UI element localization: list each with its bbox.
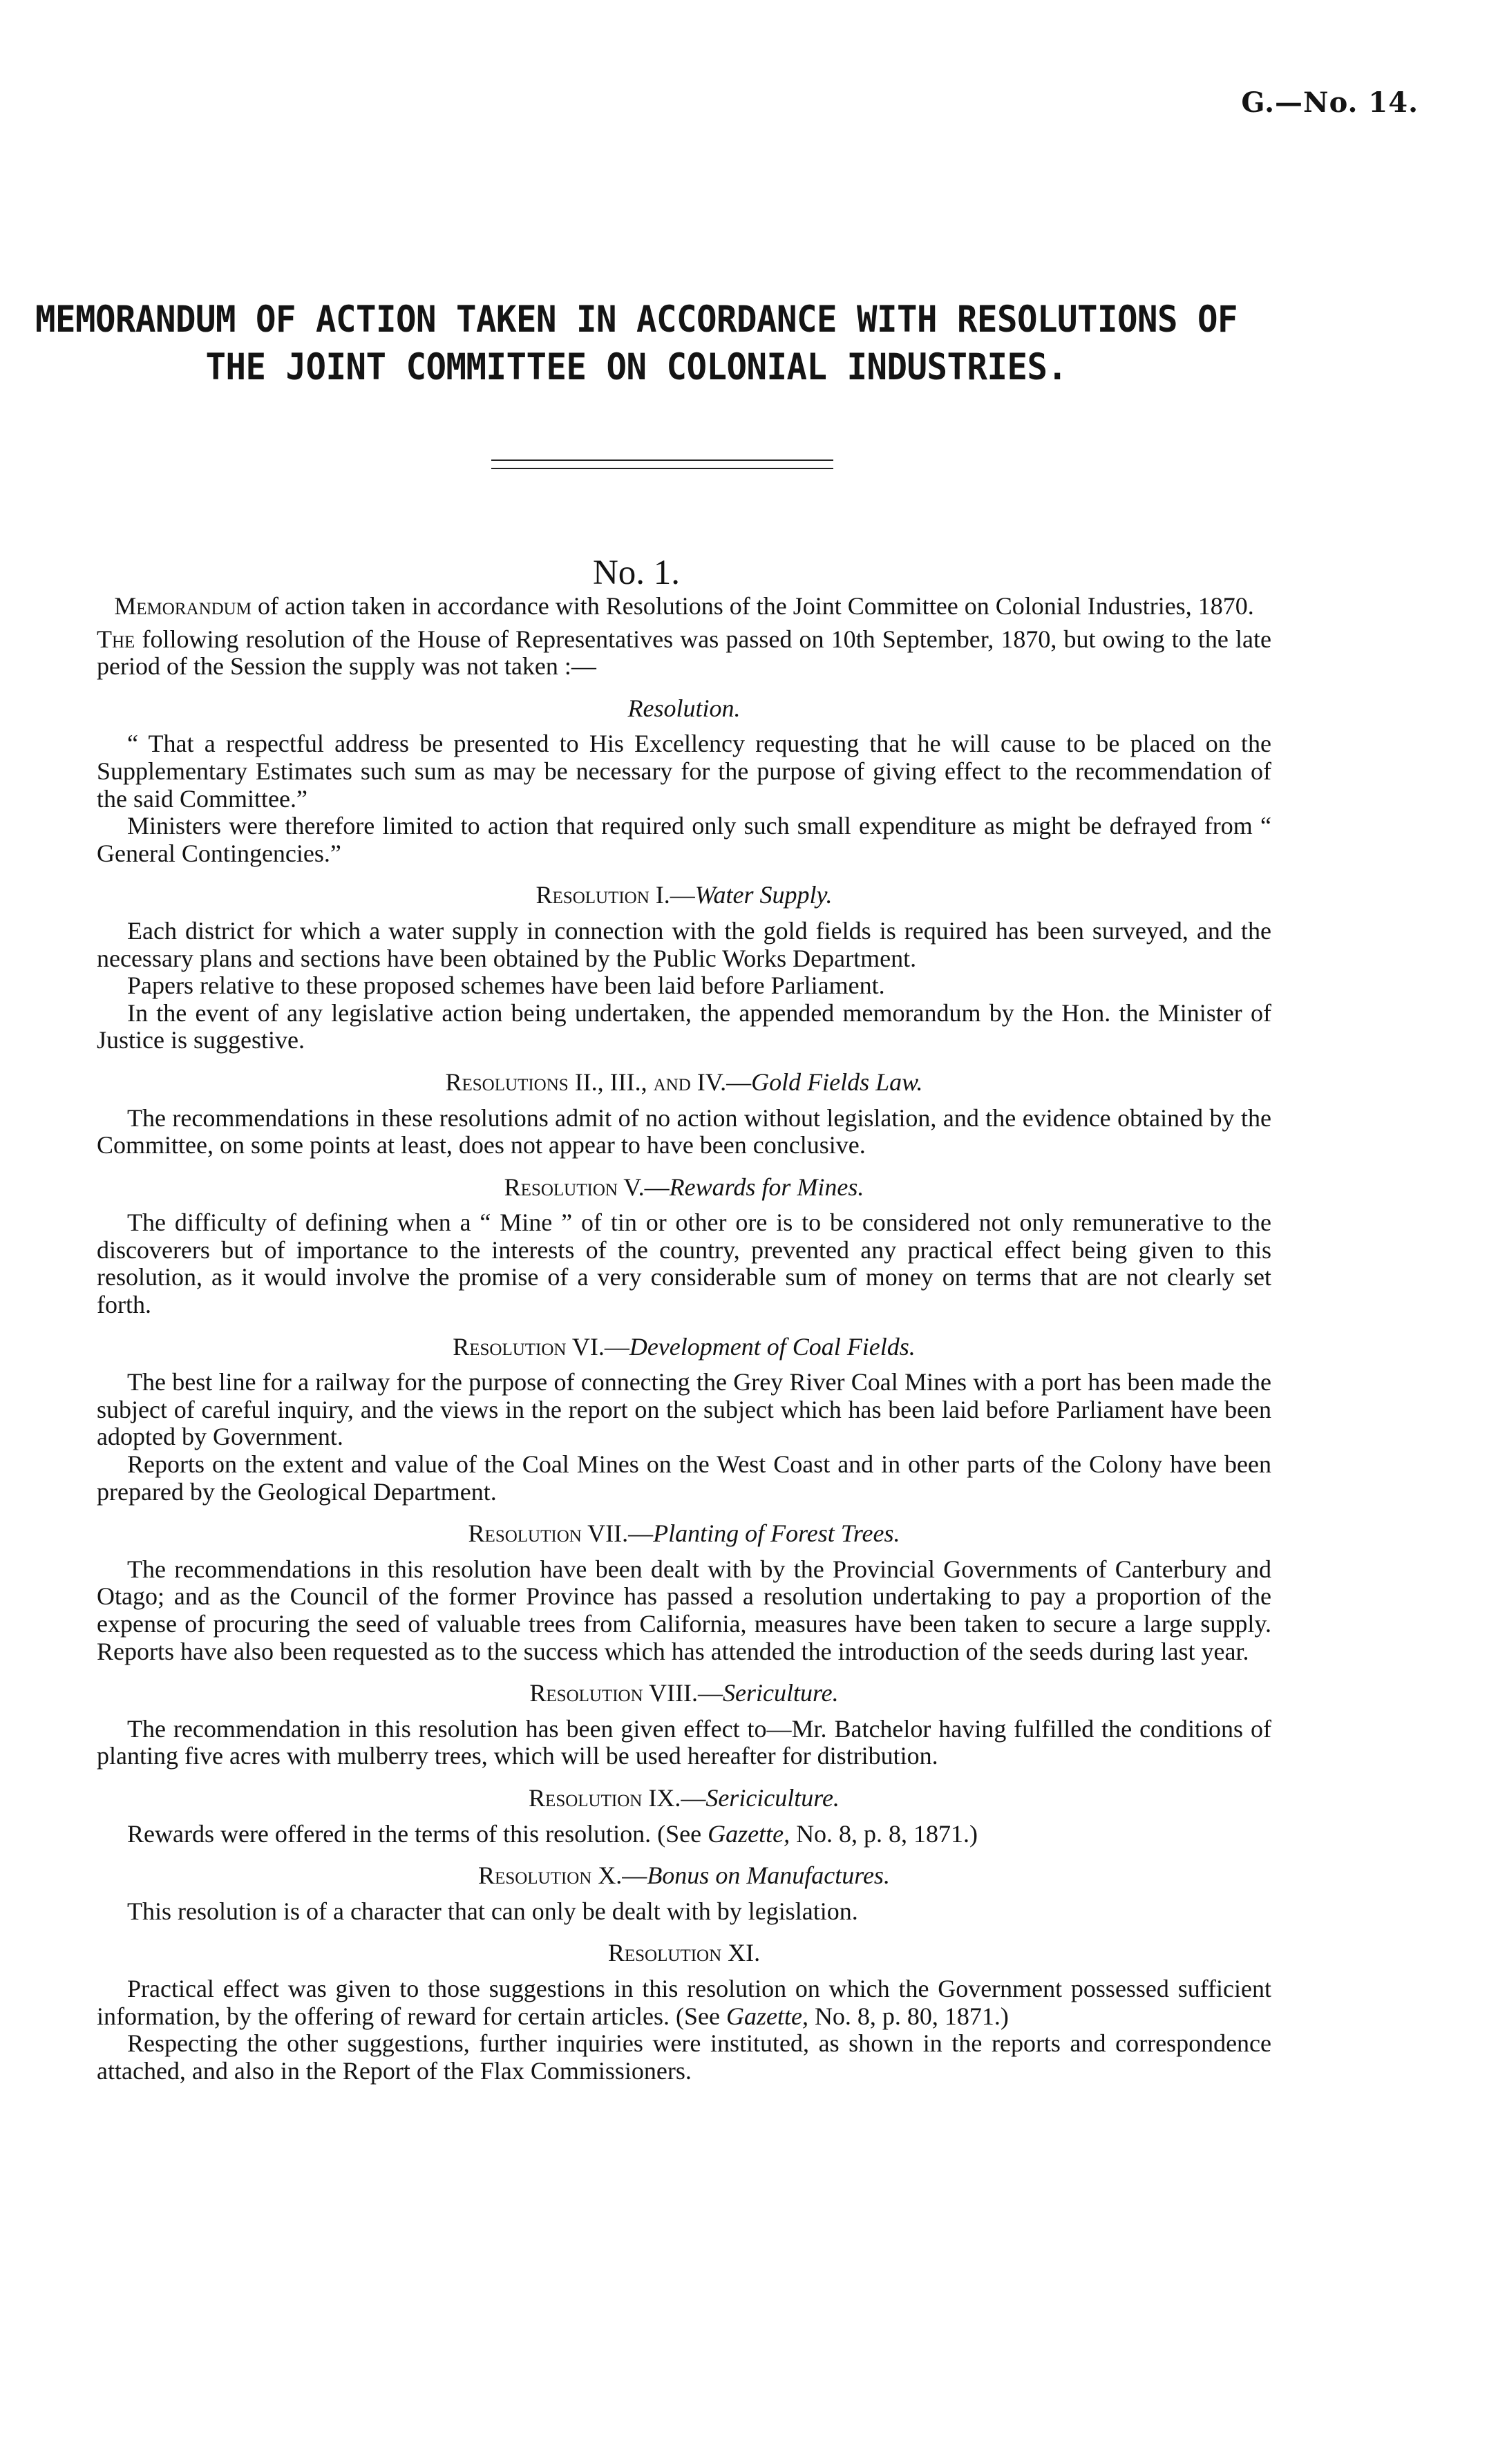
section-paragraph-res9	[97, 1821, 1271, 1848]
section-paragraph: The recommendations in this resolution have been dealt with by the Provincial Governments of Canterbury and Otago; and as the Council of the former Province has passed a resolution undertaking to pay a proportion of the expense of procuring the seed of valuable trees from California, measures have been taken to secure a large supply. Reports have also been requested as to the success which has attended the introduction of the seeds during last year.	[97, 1555, 1271, 1665]
document-body	[97, 593, 1271, 2085]
ministers-note: Ministers were therefore limited to action that required only such small expenditure as might be defrayed from “ General Contingencies.”	[97, 812, 1271, 867]
section-numeral: V.—	[617, 1173, 670, 1201]
section-paragraph: The best line for a railway for the purpose of connecting the Grey River Coal Mines with a port has been made the subject of careful inquiry, and the views in the report on the subject which has been laid before Parliament have been adopted by Government.	[97, 1368, 1271, 1451]
intro-paragraph	[97, 626, 1271, 681]
section-paragraph: This resolution is of a character that can only be dealt with by legislation.	[127, 1897, 858, 1925]
document-number: No. 1.	[592, 553, 681, 592]
intro-text: following resolution of the House of Representatives was passed on 10th September, 1870, but owing to the late period of the Session the supply was not taken :—	[97, 625, 1271, 681]
section-topic: Development of Coal Fields.	[629, 1332, 916, 1361]
page-title	[0, 296, 1273, 391]
section-topic: Bonus on Manufactures.	[647, 1861, 890, 1890]
res9-gazette: Gazette,	[708, 1819, 790, 1848]
res9-text-part2: No. 8, p. 8, 1871.)	[790, 1819, 978, 1848]
section-topic: Planting of Forest Trees.	[653, 1519, 900, 1548]
section-paragraph: The recommendation in this resolution has been given effect to—Mr. Batchelor having fulfilled the conditions of planting five acres with mulberry trees, which will be used hereafter for distribution.	[97, 1714, 1271, 1770]
section-paragraph: Respecting the other suggestions, further inquiries were instituted, as shown in the reports and correspondence attached, and also in the Report of the Flax Commissioners.	[97, 2029, 1271, 2085]
title-line-2: THE JOINT COMMITTEE ON COLONIAL INDUSTRIES.	[205, 345, 1068, 388]
section-label: Resolution	[453, 1332, 567, 1361]
section-numeral: IX.—	[642, 1783, 706, 1812]
section-topic: Sericulture.	[722, 1679, 839, 1707]
section-heading-resolution-8	[97, 1680, 1271, 1707]
section-heading-resolution-5	[97, 1174, 1271, 1202]
section-label: Resolution	[529, 1679, 643, 1707]
section-heading-resolution-7	[97, 1520, 1271, 1548]
section-label: Resolution	[607, 1939, 722, 1967]
section-heading-resolutions-2-4	[97, 1069, 1271, 1097]
document-reference: G.—No. 14.	[1241, 86, 1419, 119]
section-numeral: I.—	[649, 881, 695, 909]
section-topic: Water Supply.	[694, 881, 833, 909]
memorandum-lead-word: Memorandum	[114, 592, 252, 620]
section-paragraph-res11	[97, 1975, 1271, 2030]
section-numeral: VIII.—	[643, 1679, 723, 1707]
title-line-1: MEMORANDUM OF ACTION TAKEN IN ACCORDANCE WITH RESOLUTIONS OF	[35, 298, 1238, 341]
section-heading-resolution-9	[97, 1785, 1271, 1812]
section-topic: Rewards for Mines.	[669, 1173, 864, 1201]
section-paragraph: Each district for which a water supply in connection with the gold fields is required has been surveyed, and the necessary plans and sections have been obtained by the Public Works Department.	[97, 916, 1271, 972]
memorandum-heading	[97, 593, 1271, 620]
section-label: Resolution	[529, 1783, 643, 1812]
section-heading-resolution-10	[97, 1862, 1271, 1890]
memorandum-text: of action taken in accordance with Resolutions of the Joint Committee on Colonial Industries, 1870.	[251, 592, 1254, 620]
section-topic: Gold Fields Law.	[751, 1068, 923, 1096]
section-paragraph: The recommendations in these resolutions admit of no action without legislation, and the evidence obtained by the Committee, on some points at least, does not appear to have been conclusive.	[97, 1103, 1271, 1159]
resolution-heading-text: Resolution.	[627, 694, 741, 722]
section-paragraph: In the event of any legislative action being undertaken, the appended memorandum by the Hon. the Minister of Justice is suggestive.	[97, 998, 1271, 1054]
section-numeral: VII.—	[581, 1519, 654, 1548]
section-paragraph: Papers relative to these proposed schemes have been laid before Parliament.	[127, 972, 885, 1000]
section-numeral: X.—	[591, 1861, 647, 1890]
section-label: Resolution	[468, 1519, 582, 1548]
section-numeral: VI.—	[566, 1332, 629, 1361]
res11-text-part2: No. 8, p. 80, 1871.)	[808, 2002, 1009, 2030]
res9-text-part1: Rewards were offered in the terms of this resolution. (See	[127, 1819, 708, 1848]
section-label: Resolution	[478, 1861, 592, 1890]
section-label: Resolution	[535, 881, 650, 909]
intro-lead-word: The	[97, 625, 135, 653]
section-label: Resolution	[504, 1173, 618, 1201]
section-paragraph: The difficulty of defining when a “ Mine ” of tin or other ore is to be considered not only remunerative to the discoverers but of importance to the interests of the country, prevented any practical effect being given to this resolution, as it would involve the promise of a very considerable sum of money on terms that are not clearly set forth.	[97, 1209, 1271, 1319]
section-numeral: XI.	[721, 1939, 761, 1967]
section-heading-resolution-1	[97, 882, 1271, 909]
section-heading-resolution-11	[97, 1940, 1271, 1967]
section-heading-resolution-6	[97, 1334, 1271, 1361]
section-label: Resolutions	[445, 1068, 569, 1096]
res11-gazette: Gazette,	[726, 2002, 808, 2030]
double-rule-top	[491, 459, 833, 461]
section-numeral: II., III., and IV.—	[568, 1068, 752, 1096]
section-paragraph: Reports on the extent and value of the Coal Mines on the West Coast and in other parts of the Colony have been prepared by the Geological Department.	[97, 1450, 1271, 1506]
resolution-quote: “ That a respectful address be presented to His Excellency requesting that he will cause to be placed on the Supplementary Estimates such sum as may be necessary for the purpose of giving effect to the recommendation of the said Committee.”	[97, 730, 1271, 813]
resolution-heading	[97, 695, 1271, 723]
res11-text-part1: Practical effect was given to those suggestions in this resolution on which the Government possessed sufficient information, by the offering of reward for certain articles. (See	[97, 1974, 1271, 2030]
section-topic: Sericiculture.	[705, 1783, 840, 1812]
double-rule-bottom	[491, 468, 833, 469]
